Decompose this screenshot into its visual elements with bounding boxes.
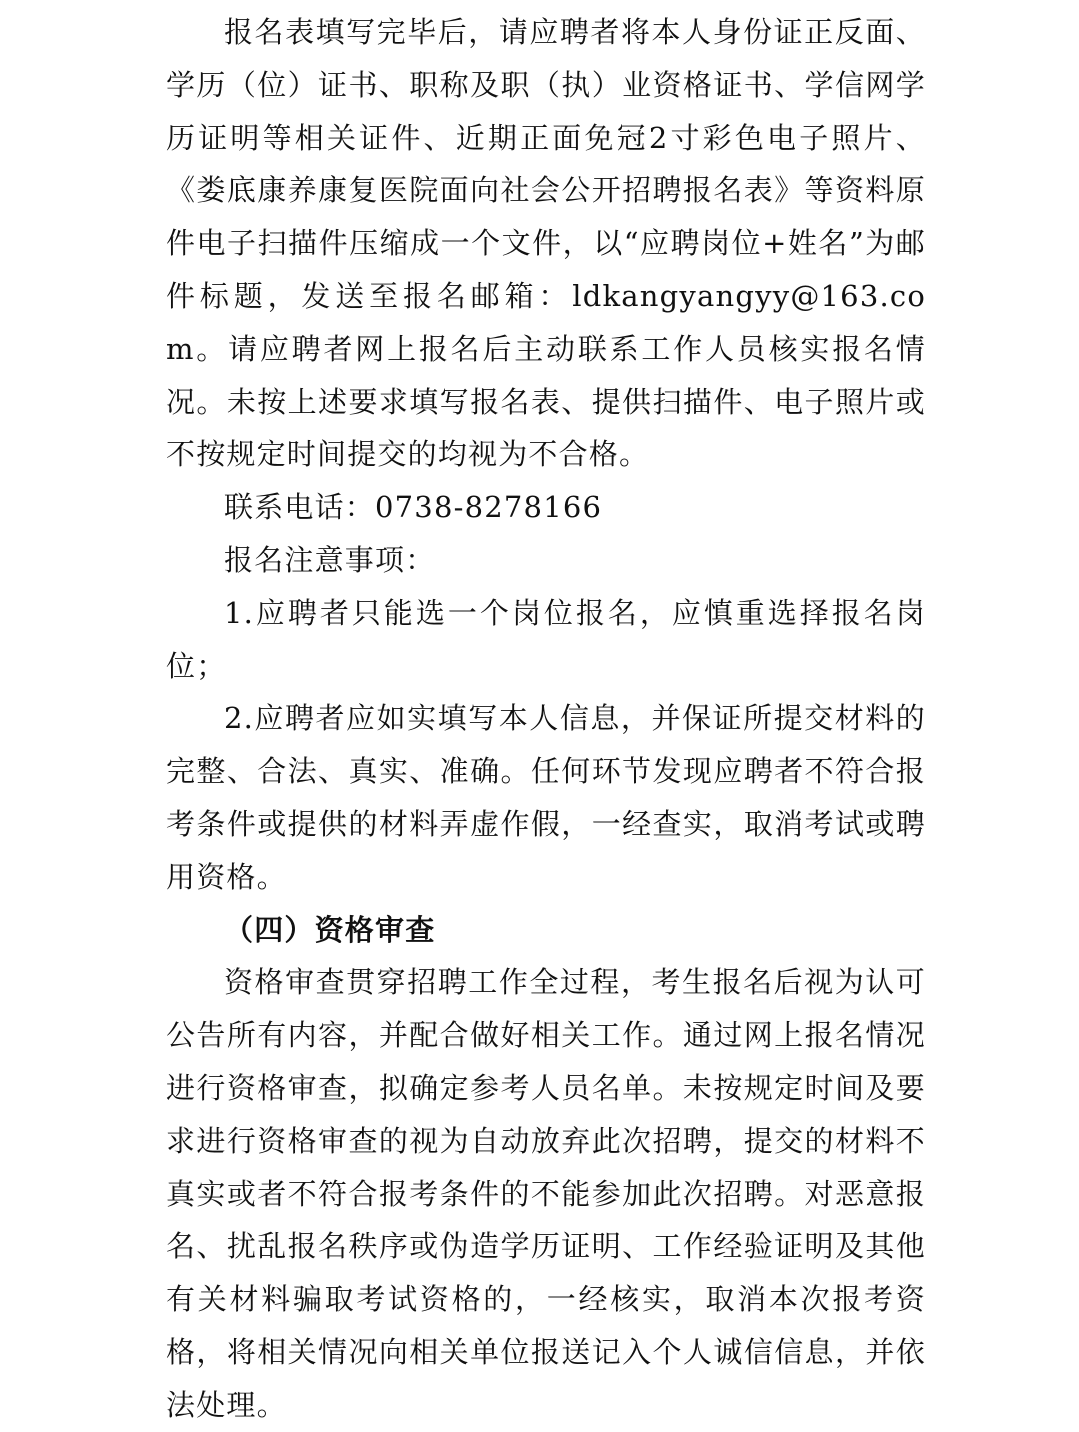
section-heading-qualification-review: （四）资格审查: [224, 912, 436, 947]
document-page: [166, 6, 926, 1432]
paragraph-note-2: 2.应聘者应如实填写本人信息，并保证所提交材料的完整、合法、真实、准确。任何环节发现应聘者不符合报考条件或提供的材料弄虚作假，一经查实，取消考试或聘用资格。: [166, 701, 926, 894]
paragraph-application-submission: 报名表填写完毕后，请应聘者将本人身份证正反面、学历（位）证书、职称及职（执）业资格证书、学信网学历证明等相关证件、近期正面免冠2寸彩色电子照片、《娄底康养康复医院面向社会公开招聘报名表》等资料原件电子扫描件压缩成一个文件，以“应聘岗位+姓名”为邮件标题，发送至报名邮箱：ldkangyangyy@163.com。请应聘者网上报名后主动联系工作人员核实报名情况。未按上述要求填写报名表、提供扫描件、电子照片或不按规定时间提交的均视为不合格。: [166, 15, 926, 472]
paragraph-note-1: 1.应聘者只能选一个岗位报名，应慎重选择报名岗位；: [166, 595, 926, 683]
paragraph-notes-title: 报名注意事项：: [224, 542, 436, 577]
paragraph-qualification-review: 资格审查贯穿招聘工作全过程，考生报名后视为认可公告所有内容，并配合做好相关工作。通过网上报名情况进行资格审查，拟确定参考人员名单。未按规定时间及要求进行资格审查的视为自动放弃此次招聘，提交的材料不真实或者不符合报考条件的不能参加此次招聘。对恶意报名、扰乱报名秩序或伪造学历证明、工作经验证明及其他有关材料骗取考试资格的，一经核实，取消本次报考资格，将相关情况向相关单位报送记入个人诚信信息，并依法处理。: [166, 965, 926, 1422]
paragraph-contact-phone: 联系电话：0738-8278166: [224, 490, 603, 525]
